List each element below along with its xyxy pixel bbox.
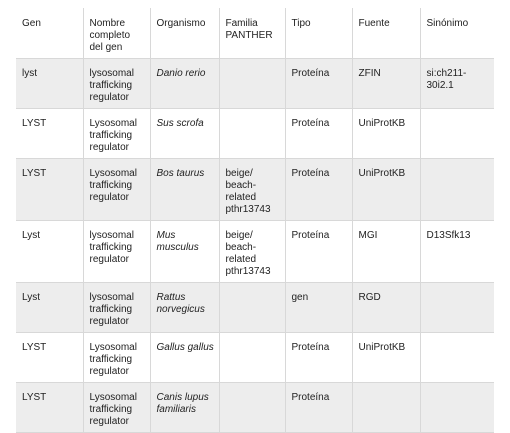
cell-fuente: UniProtKB: [352, 333, 420, 383]
cell-organismo: Sus scrofa: [150, 109, 219, 159]
cell-fuente: ZFIN: [352, 59, 420, 109]
cell-gen: LYST: [16, 333, 83, 383]
header-gen: Gen: [16, 8, 83, 59]
header-familia-panther: Familia PANTHER: [219, 8, 285, 59]
cell-sinonimo: D13Sfk13: [420, 221, 494, 283]
cell-organismo: Rattus norvegicus: [150, 283, 219, 333]
table-header: [16, 8, 494, 59]
cell-fuente: MGI: [352, 221, 420, 283]
cell-familia-panther: [219, 283, 285, 333]
table-row: [16, 59, 494, 109]
table-row: [16, 159, 494, 221]
cell-organismo: Canis lupus familiaris: [150, 383, 219, 433]
cell-fuente: UniProtKB: [352, 109, 420, 159]
cell-nombre-completo: lysosomal trafficking regulator: [83, 283, 150, 333]
cell-gen: Lyst: [16, 283, 83, 333]
cell-tipo: gen: [285, 283, 352, 333]
cell-familia-panther: beige/ beach-related pthr13743: [219, 159, 285, 221]
header-nombre-completo: Nombre completo del gen: [83, 8, 150, 59]
cell-gen: lyst: [16, 59, 83, 109]
header-row: [16, 8, 494, 59]
cell-nombre-completo: lysosomal trafficking regulator: [83, 59, 150, 109]
cell-organismo: Bos taurus: [150, 159, 219, 221]
cell-nombre-completo: Lysosomal trafficking regulator: [83, 159, 150, 221]
header-tipo: Tipo: [285, 8, 352, 59]
cell-organismo: Gallus gallus: [150, 333, 219, 383]
cell-gen: LYST: [16, 109, 83, 159]
header-sinonimo: Sinónimo: [426, 18, 469, 29]
cell-organismo: Mus musculus: [150, 221, 219, 283]
table-row: [16, 109, 494, 159]
cell-familia-panther: [219, 59, 285, 109]
cell-tipo: Proteína: [285, 159, 352, 221]
cell-nombre-completo: Lysosomal trafficking regulator: [83, 333, 150, 383]
cell-sinonimo: [420, 383, 494, 433]
cell-tipo: Proteína: [285, 59, 352, 109]
cell-sinonimo: si:ch211-30i2.1: [420, 59, 494, 109]
cell-nombre-completo: Lysosomal trafficking regulator: [83, 109, 150, 159]
cell-familia-panther: beige/ beach-related pthr13743: [219, 221, 285, 283]
header-organismo: Organismo: [150, 8, 219, 59]
table-row: [16, 333, 494, 383]
cell-gen: LYST: [16, 159, 83, 221]
cell-familia-panther: [219, 383, 285, 433]
cell-fuente: RGD: [352, 283, 420, 333]
cell-sinonimo: [420, 109, 494, 159]
cell-tipo: Proteína: [285, 383, 352, 433]
table-body: [16, 59, 494, 433]
gene-table: [16, 8, 494, 433]
cell-fuente: UniProtKB: [352, 159, 420, 221]
cell-familia-panther: [219, 333, 285, 383]
cell-tipo: Proteína: [285, 109, 352, 159]
cell-sinonimo: [420, 159, 494, 221]
cell-fuente: [352, 383, 420, 433]
cell-familia-panther: [219, 109, 285, 159]
cell-nombre-completo: Lysosomal trafficking regulator: [83, 383, 150, 433]
table-row: [16, 283, 494, 333]
table-row: [16, 383, 494, 433]
cell-sinonimo: [420, 283, 494, 333]
cell-sinonimo: [420, 333, 494, 383]
cell-gen: LYST: [16, 383, 83, 433]
cell-gen: Lyst: [16, 221, 83, 283]
header-fuente: Fuente: [352, 8, 420, 59]
cell-tipo: Proteína: [285, 333, 352, 383]
cell-tipo: Proteína: [285, 221, 352, 283]
table-row: [16, 221, 494, 283]
cell-organismo: Danio rerio: [150, 59, 219, 109]
cell-nombre-completo: lysosomal trafficking regulator: [83, 221, 150, 283]
